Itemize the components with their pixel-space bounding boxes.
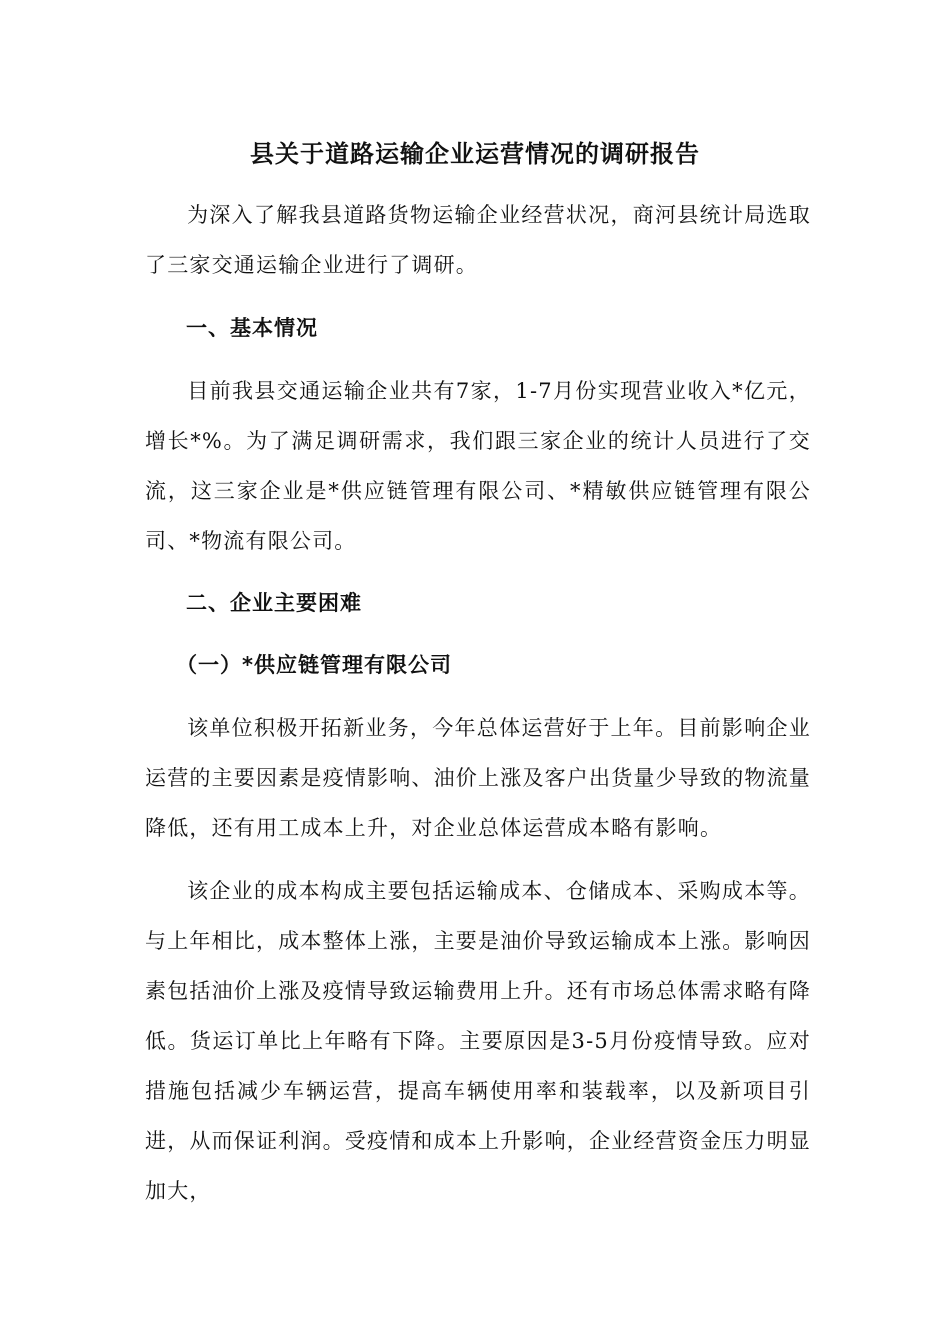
subsection1-text2: 该企业的成本构成主要包括运输成本、仓储成本、采购成本等。与上年相比，成本整体上涨，主要是油价导致运输成本上涨。影响因素包括油价上涨及疫情导致运输费用上升。还有市场总体需求略有降低。货运订单比上年略有下降。主要原因是3-5月份疫情导致。应对措施包括减少车辆运营，提高车辆使用率和装载率，以及新项目引进，从而保证利润。受疫情和成本上升影响，企业经营资金压力明显加大， [145, 879, 811, 1203]
subsection1-text1: 该单位积极开拓新业务，今年总体运营好于上年。目前影响企业运营的主要因素是疫情影响、油价上涨及客户出货量少导致的物流量降低，还有用工成本上升，对企业总体运营成本略有影响。 [145, 716, 811, 840]
document-title: 县关于道路运输企业运营情况的调研报告 [250, 140, 700, 168]
subsection1-heading: （一）*供应链管理有限公司 [176, 653, 452, 677]
intro-text: 为深入了解我县道路货物运输企业经营状况，商河县统计局选取了三家交通运输企业进行了调研。 [145, 203, 811, 277]
subsection1-paragraph1 [145, 703, 811, 853]
intro-paragraph [145, 190, 811, 290]
section1-paragraph [145, 366, 811, 566]
section1-text: 目前我县交通运输企业共有7家，1-7月份实现营业收入*亿元，增长*%。为了满足调研需求，我们跟三家企业的统计人员进行了交流，这三家企业是*供应链管理有限公司、*精敏供应链管理有限公司、*物流有限公司。 [145, 379, 811, 553]
section1-heading: 一、基本情况 [186, 316, 318, 340]
section2-heading: 二、企业主要困难 [186, 591, 362, 615]
subsection1-paragraph2 [145, 866, 811, 1216]
